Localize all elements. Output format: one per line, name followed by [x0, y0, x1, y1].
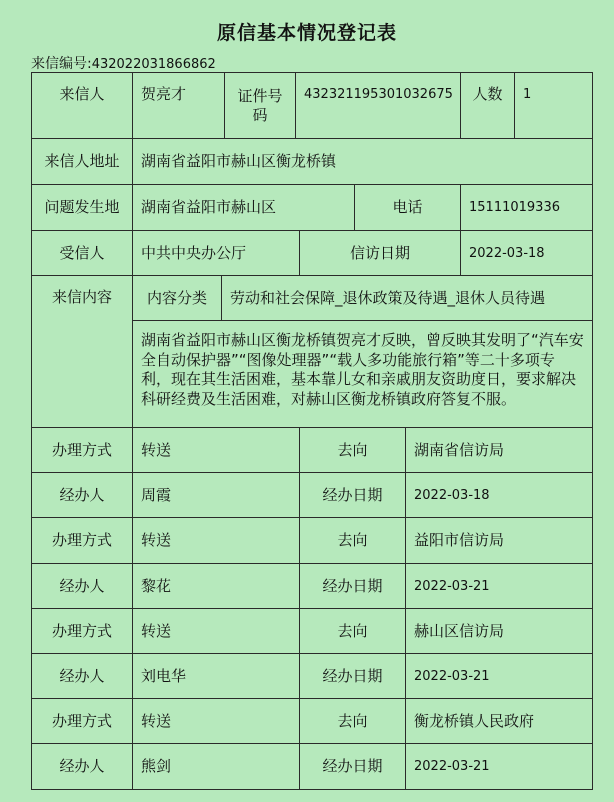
petition-date-label: 信访日期: [299, 230, 461, 276]
letter-content-label: 来信内容: [31, 275, 133, 428]
phone-value: 15111019336: [460, 184, 593, 231]
handler-value: 刘电华: [132, 653, 300, 699]
handling-date-label: 经办日期: [299, 563, 406, 609]
sender-value: 贺亮才: [132, 72, 225, 139]
sender-label: 来信人: [31, 72, 133, 139]
handling-date-value: 2022-03-21: [405, 563, 593, 609]
handling-method-value: 转送: [132, 427, 300, 473]
destination-value: 衡龙桥镇人民政府: [405, 698, 593, 744]
destination-value: 湖南省信访局: [405, 427, 593, 473]
sender-address-label: 来信人地址: [31, 138, 133, 185]
handler-value: 周霞: [132, 472, 300, 518]
recipient-value: 中共中央办公厅: [132, 230, 300, 276]
count-label: 人数: [460, 72, 515, 139]
id-number-label: 证件号码: [224, 72, 296, 139]
destination-label: 去向: [299, 427, 406, 473]
letter-number-label: 来信编号:: [31, 56, 92, 72]
letter-number-value: 432022031866862: [91, 57, 216, 72]
handling-date-label: 经办日期: [299, 743, 406, 790]
handler-value: 熊剑: [132, 743, 300, 790]
letter-number: [31, 53, 216, 73]
issue-location-label: 问题发生地: [31, 184, 133, 231]
content-category-value: 劳动和社会保障_退休政策及待遇_退休人员待遇: [221, 275, 593, 321]
handler-label: 经办人: [31, 563, 133, 609]
id-number-value: 432321195301032675: [295, 72, 461, 139]
handling-date-value: 2022-03-21: [405, 653, 593, 699]
count-value: 1: [514, 72, 593, 139]
handling-method-value: 转送: [132, 517, 300, 564]
handler-value: 黎花: [132, 563, 300, 609]
destination-label: 去向: [299, 608, 406, 654]
content-text: 湖南省益阳市赫山区衡龙桥镇贺亮才反映，曾反映其发明了“汽车安全自动保护器”“图像处理器”“载人多功能旅行箱”等二十多项专利，现在其生活困难，基本靠儿女和亲戚朋友资助度日，要求解决科研经费及生活困难，对赫山区衡龙桥镇政府答复不服。: [132, 320, 593, 428]
content-category-label: 内容分类: [132, 275, 222, 321]
handler-label: 经办人: [31, 472, 133, 518]
handling-method-value: 转送: [132, 698, 300, 744]
destination-label: 去向: [299, 517, 406, 564]
phone-label: 电话: [354, 184, 461, 231]
handler-label: 经办人: [31, 743, 133, 790]
handling-method-label: 办理方式: [31, 427, 133, 473]
handling-date-label: 经办日期: [299, 472, 406, 518]
recipient-label: 受信人: [31, 230, 133, 276]
petition-date-value: 2022-03-18: [460, 230, 593, 276]
handling-date-label: 经办日期: [299, 653, 406, 699]
destination-label: 去向: [299, 698, 406, 744]
form-title: 原信基本情况登记表: [216, 22, 397, 44]
destination-value: 益阳市信访局: [405, 517, 593, 564]
handling-method-value: 转送: [132, 608, 300, 654]
handling-date-value: 2022-03-21: [405, 743, 593, 790]
handling-method-label: 办理方式: [31, 698, 133, 744]
handler-label: 经办人: [31, 653, 133, 699]
issue-location-value: 湖南省益阳市赫山区: [132, 184, 355, 231]
sender-address-value: 湖南省益阳市赫山区衡龙桥镇: [132, 138, 593, 185]
handling-method-label: 办理方式: [31, 608, 133, 654]
destination-value: 赫山区信访局: [405, 608, 593, 654]
handling-date-value: 2022-03-18: [405, 472, 593, 518]
handling-method-label: 办理方式: [31, 517, 133, 564]
